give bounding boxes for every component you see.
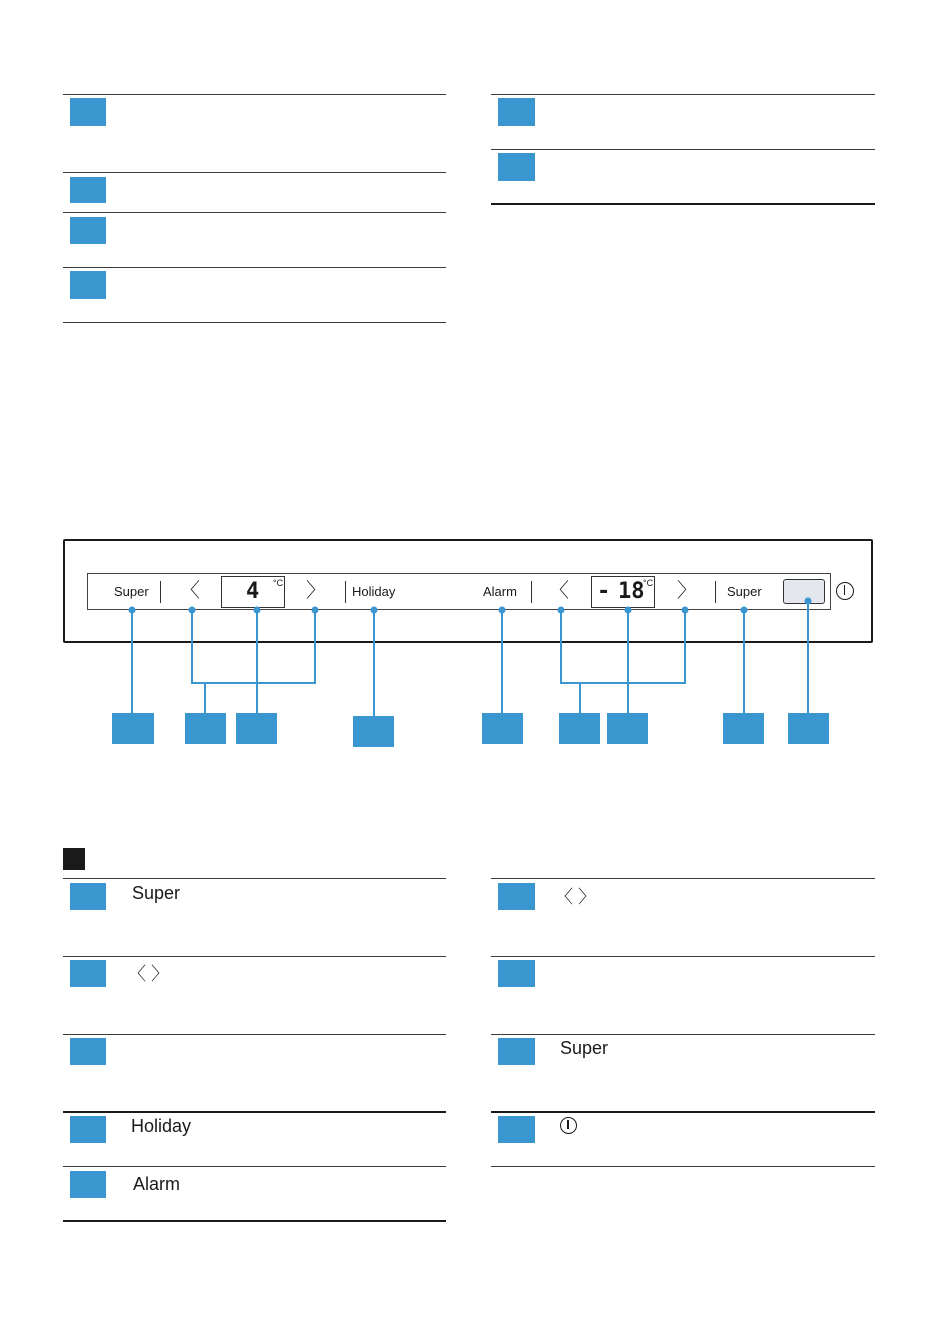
divider xyxy=(63,1111,446,1113)
fridge-temp-unit: °C xyxy=(273,578,284,588)
callout-marker xyxy=(723,713,764,744)
fridge-temp-value: 4 xyxy=(246,579,260,604)
alarm-label[interactable]: Alarm xyxy=(483,584,517,599)
divider xyxy=(491,878,875,879)
callout-marker xyxy=(498,1116,535,1143)
callout-marker xyxy=(70,883,106,910)
legend-row-label: Super xyxy=(560,1038,609,1058)
callout-marker xyxy=(70,1171,106,1198)
legend-row-label: Holiday xyxy=(131,1116,192,1136)
legend-row-label: 〈 〉 xyxy=(555,887,597,907)
fridge-chevron-left-icon[interactable]: 〈 xyxy=(180,580,200,602)
divider xyxy=(63,956,446,957)
holiday-label[interactable]: Holiday xyxy=(352,584,396,599)
divider xyxy=(491,956,875,957)
callout-marker xyxy=(70,960,106,987)
callout-marker xyxy=(498,883,535,910)
callout-marker xyxy=(70,1116,106,1143)
freezer-super-label[interactable]: Super xyxy=(727,584,762,599)
callout-marker xyxy=(353,716,394,747)
fridge-chevron-right-icon[interactable]: 〉 xyxy=(306,580,326,602)
callout-marker xyxy=(482,713,523,744)
freezer-temp-sign: - xyxy=(597,579,611,604)
callout-marker xyxy=(70,1038,106,1065)
callout-marker xyxy=(607,713,648,744)
divider xyxy=(491,1166,875,1167)
divider xyxy=(491,1034,875,1035)
section-marker-square xyxy=(63,848,85,870)
legend-row-label: Alarm xyxy=(133,1174,181,1194)
divider xyxy=(63,1166,446,1167)
callout-marker xyxy=(185,713,226,744)
callout-marker xyxy=(788,713,829,744)
divider xyxy=(63,1220,446,1222)
freezer-temp-unit: °C xyxy=(643,578,654,588)
power-icon xyxy=(560,1117,577,1135)
callout-marker xyxy=(498,960,535,987)
freezer-chevron-left-icon[interactable]: 〈 xyxy=(549,580,569,602)
freezer-temp-value: 18 xyxy=(618,579,645,604)
callout-marker xyxy=(498,1038,535,1065)
divider xyxy=(63,1034,446,1035)
divider xyxy=(491,1111,875,1113)
legend-row-label: 〈 〉 xyxy=(128,964,170,984)
divider xyxy=(63,878,446,879)
callout-marker xyxy=(236,713,277,744)
freezer-chevron-right-icon[interactable]: 〉 xyxy=(677,580,697,602)
legend-row-label: Super xyxy=(132,883,181,903)
callout-marker xyxy=(559,713,600,744)
fridge-super-label[interactable]: Super xyxy=(114,584,149,599)
callout-marker xyxy=(112,713,154,744)
